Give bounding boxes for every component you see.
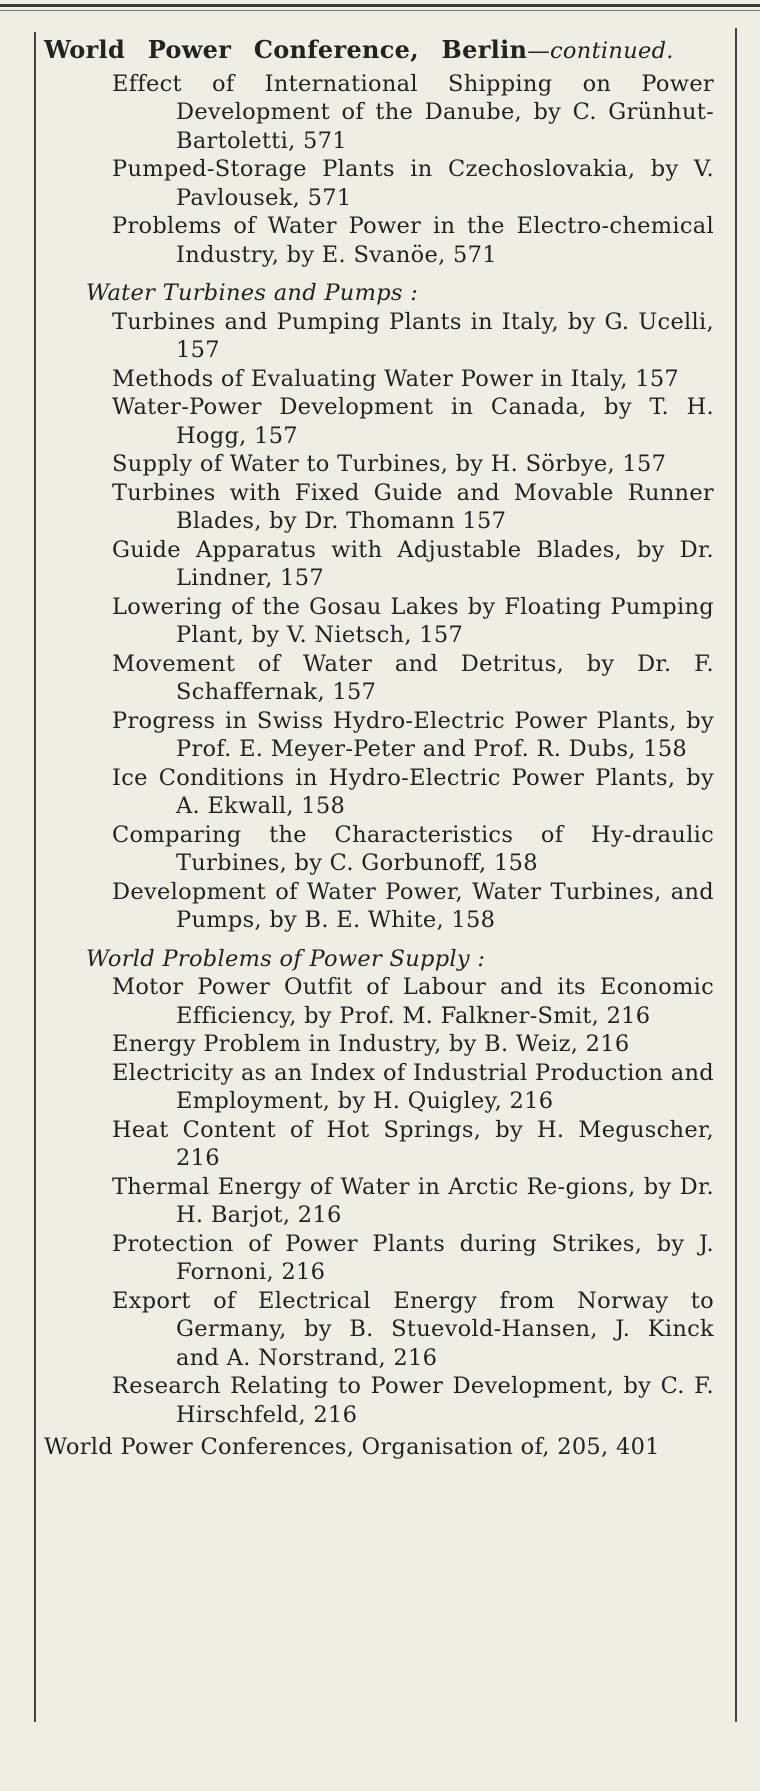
index-entry: Heat Content of Hot Springs, by H. Meguscher, 216 (112, 1116, 714, 1171)
top-rule-thin (0, 10, 760, 11)
index-entry: Effect of International Shipping on Power Development of the Danube, by C. Grünhut-Bartoletti, 571 (112, 70, 714, 154)
index-entry: Guide Apparatus with Adjustable Blades, by Dr. Lindner, 157 (112, 536, 714, 591)
index-entry: Research Relating to Power Development, by C. F. Hirschfeld, 216 (112, 1373, 714, 1428)
subheading-world-problems: World Problems of Power Supply : (86, 945, 486, 972)
index-entry: Progress in Swiss Hydro-Electric Power Plants, by Prof. E. Meyer-Peter and Prof. R. Dubs, 158 (112, 707, 714, 762)
index-column (44, 36, 714, 1462)
index-entry: Methods of Evaluating Water Power in Italy, 157 (112, 365, 680, 392)
index-entry: Electricity as an Index of Industrial Production and Employment, by H. Quigley, 216 (112, 1059, 714, 1114)
index-entry: Development of Water Power, Water Turbines, and Pumps, by B. E. White, 158 (112, 878, 714, 933)
index-entry: Thermal Energy of Water in Arctic Re-gions, by Dr. H. Barjot, 216 (112, 1173, 714, 1228)
index-entry: Lowering of the Gosau Lakes by Floating Pumping Plant, by V. Nietsch, 157 (112, 593, 714, 648)
top-rule (0, 4, 760, 7)
heading-continued: —continued. (527, 38, 674, 64)
index-entry: Water-Power Development in Canada, by T. H. Hogg, 157 (112, 394, 714, 449)
index-entry: Protection of Power Plants during Strikes, by J. Fornoni, 216 (112, 1230, 714, 1285)
index-entry: Movement of Water and Detritus, by Dr. F. Schaffernak, 157 (112, 650, 714, 705)
index-entry: Turbines with Fixed Guide and Movable Runner Blades, by Dr. Thomann 157 (112, 479, 714, 534)
index-heading (44, 36, 714, 66)
heading-title: World Power Conference, Berlin (44, 35, 528, 64)
index-entry: Export of Electrical Energy from Norway to Germany, by B. Stuevold-Hansen, J. Kinck and A. Norstrand, 216 (112, 1287, 714, 1371)
index-entry-world-power-conferences: World Power Conferences, Organisation of, 205, 401 (44, 1434, 660, 1460)
index-entry: Turbines and Pumping Plants in Italy, by G. Ucelli, 157 (112, 308, 714, 363)
column-rule-left (34, 32, 36, 1722)
index-entry: Energy Problem in Industry, by B. Weiz, 216 (112, 1031, 630, 1057)
entry-group-c (44, 973, 714, 1429)
index-entry: Problems of Water Power in the Electro-chemical Industry, by E. Svanöe, 571 (112, 213, 714, 268)
entry-group-b (44, 308, 714, 935)
index-entry: Motor Power Outfit of Labour and its Economic Efficiency, by Prof. M. Falkner-Smit, 216 (112, 974, 714, 1029)
index-entry: Comparing the Characteristics of Hy-draulic Turbines, by C. Gorbunoff, 158 (112, 821, 714, 876)
index-entry: Pumped-Storage Plants in Czechoslovakia, by V. Pavlousek, 571 (112, 156, 714, 211)
entry-group-a (44, 70, 714, 270)
index-entry: Ice Conditions in Hydro-Electric Power Plants, by A. Ekwall, 158 (112, 764, 714, 819)
index-entry: Supply of Water to Turbines, by H. Sörbye, 157 (112, 451, 667, 477)
column-rule-right (735, 28, 737, 1722)
subheading-water-turbines: Water Turbines and Pumps : (86, 280, 419, 306)
